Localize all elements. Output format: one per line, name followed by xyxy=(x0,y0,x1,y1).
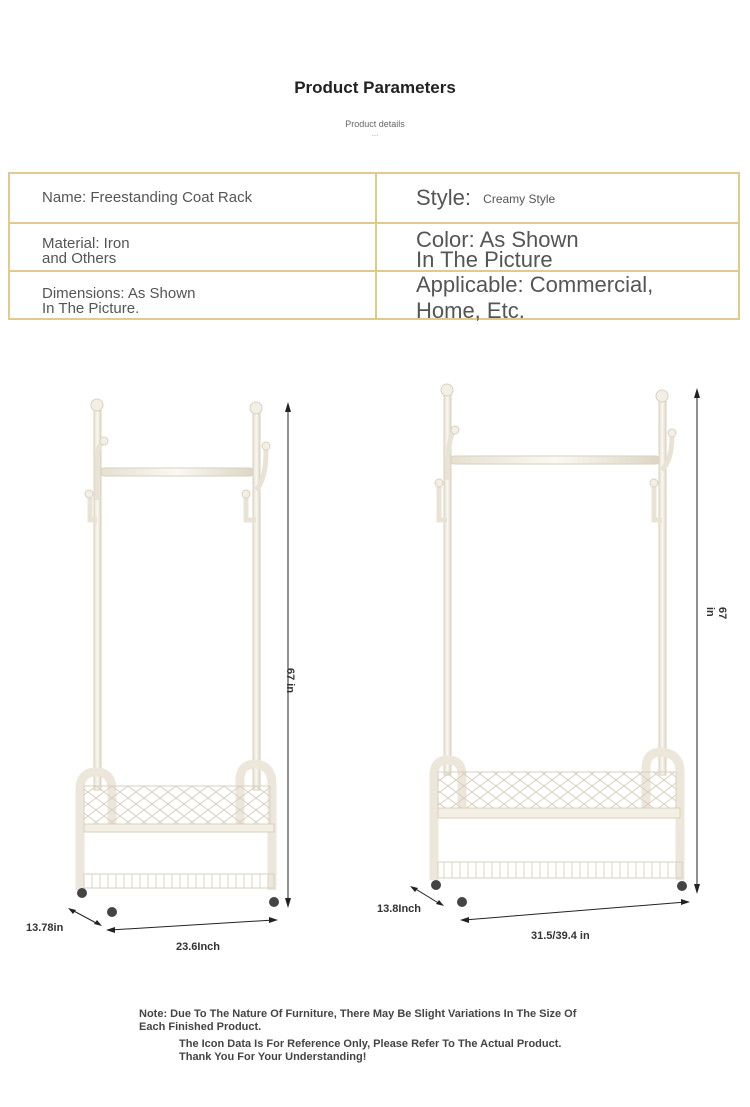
color-line-2: In The Picture xyxy=(416,247,553,272)
color-cell xyxy=(416,227,579,272)
applicable-line-2: Home, Etc. xyxy=(416,298,525,323)
page-subtitle: Product details xyxy=(345,119,405,129)
style-cell xyxy=(416,187,555,212)
material-cell xyxy=(42,236,130,266)
page-title: Product Parameters xyxy=(294,78,456,97)
note-line-1: Note: Due To The Nature Of Furniture, There May Be Slight Variations In The Size Of xyxy=(139,1008,577,1020)
applicable-cell xyxy=(416,272,653,324)
material-line-1: Material: Iron xyxy=(42,235,130,252)
color-line-1: Color: As Shown xyxy=(416,227,579,252)
parameters-table xyxy=(8,172,740,323)
small-coat-rack xyxy=(68,399,291,933)
note-block xyxy=(139,1008,576,1034)
note-line-2: Each Finished Product. xyxy=(139,1021,262,1033)
large-rack-depth-label: 13.8Inch xyxy=(377,903,422,915)
small-rack-width-label: 23.6Inch xyxy=(176,941,221,953)
dimensions-line-1: Dimensions: As Shown xyxy=(42,285,196,302)
dimensions-line-2: In The Picture. xyxy=(42,300,140,317)
note-line-4: Thank You For Your Understanding! xyxy=(179,1051,367,1063)
applicable-line-1: Applicable: Commercial, xyxy=(416,272,654,297)
large-coat-rack xyxy=(410,384,700,923)
note-line-3: The Icon Data Is For Reference Only, Please Refer To The Actual Product. xyxy=(179,1038,562,1050)
dimensions-cell xyxy=(42,286,195,316)
style-value: Creamy Style xyxy=(483,192,556,206)
table-row-1 xyxy=(10,174,738,224)
coat-rack-illustrations xyxy=(0,360,750,960)
small-rack-depth-label: 13.78in xyxy=(26,922,64,934)
large-rack-height-label: 67 in xyxy=(704,607,728,620)
subtitle-dots: ... xyxy=(371,129,379,138)
note-block-2 xyxy=(179,1038,561,1064)
table-row-2 xyxy=(10,224,738,272)
small-rack-height-label: 67 in xyxy=(284,668,296,694)
style-label: Style: xyxy=(416,185,472,210)
large-rack-width-label: 31.5/39.4 in xyxy=(531,930,590,942)
table-row-3 xyxy=(10,272,738,323)
material-line-2: and Others xyxy=(42,250,117,267)
name-cell: Name: Freestanding Coat Rack xyxy=(42,189,253,206)
